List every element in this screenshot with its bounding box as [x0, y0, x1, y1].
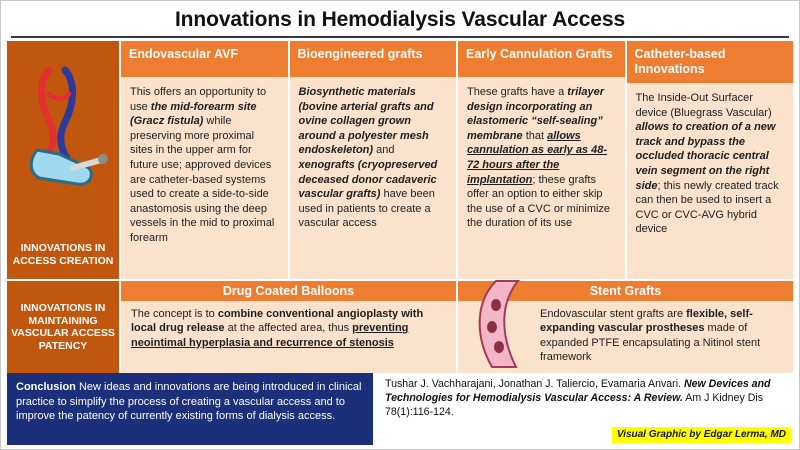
row-label-patency-text: INNOVATIONS IN MAINTAINING VASCULAR ACCESS PATENCY: [11, 302, 115, 352]
band-stent-grafts: [458, 281, 793, 373]
column-body: This offers an opportunity to use the mid-forearm site (Gracz fistula) while preserving more proximal sites in the upper arm for future use; approved devices are catheter-based systems used to create a side-to-side anastomosis using the deep vessels in the mid to proximal forearm: [121, 77, 288, 279]
column-heading: Catheter-based Innovations: [627, 41, 794, 83]
conclusion-text: New ideas and innovations are being introduced in clinical practice to simplify the process of creating a vascular access and to improve the patency of currently existing forms of dialysis access.: [16, 381, 362, 423]
credit-badge: Visual Graphic by Edgar Lerma, MD: [612, 427, 791, 443]
row-label-access-creation: [7, 41, 119, 279]
conclusion-label: Conclusion: [16, 381, 76, 393]
column-body: Biosynthetic materials (bovine arterial grafts and ovine collagen grown around a polyester mesh endoskeleton) and xenografts (cryopreserved deceased donor cadaveric vascular grafts) have been used in patients to create a vascular access: [290, 77, 457, 279]
band-heading: Drug Coated Balloons: [121, 281, 456, 301]
column-heading: Endovascular AVF: [121, 41, 288, 77]
stent-graft-icon: [466, 279, 536, 369]
page-title: Innovations in Hemodialysis Vascular Access: [174, 8, 626, 31]
band-body: [458, 301, 793, 373]
row-label-access-creation-text: INNOVATIONS IN ACCESS CREATION: [12, 242, 114, 267]
band-body-text: Endovascular stent grafts are flexible, self-expanding vascular prostheses made of expanded PTFE encapsulating a Nitinol stent framework: [540, 308, 761, 363]
band-drug-coated-balloons: [121, 281, 456, 373]
band-body: The concept is to combine conventional angioplasty with local drug release at the affected area, thus preventing neointimal hyperplasia and recurrence of stenosis: [121, 301, 456, 373]
column-bioengineered-grafts: [290, 41, 457, 279]
footer: [7, 373, 793, 445]
citation-work: New Devices and Technologies for Hemodialysis Vascular Access: A Review.: [385, 378, 771, 404]
conclusion-panel: [7, 373, 373, 445]
content-grid: [7, 41, 793, 373]
column-early-cannulation-grafts: [458, 41, 625, 279]
column-endovascular-avf: [121, 41, 288, 279]
row-label-patency: [7, 281, 119, 373]
column-heading: Bioengineered grafts: [290, 41, 457, 77]
column-body: These grafts have a trilayer design incorporating an elastomeric “self-sealing” membrane that allows cannulation as early as 48-72 hours after the implantation; these grafts offer an option to either skip the use of a CVC or minimize the duration of its use: [458, 77, 625, 279]
citation-authors: Tushar J. Vachharajani, Jonathan J. Taliercio, Evamaria Anvari.: [385, 378, 681, 390]
patency-columns: [121, 281, 793, 373]
creation-columns: [121, 41, 793, 279]
patency-row: [7, 281, 793, 373]
citation-panel: [379, 373, 793, 445]
citation-source: Am J Kidney Dis 78(1):116-124.: [385, 392, 763, 418]
title-divider: [11, 36, 789, 38]
column-body: The Inside-Out Surfacer device (Bluegrass Vascular) allows to creation of a new track and bypass the occluded thoracic central vein segment on the right side; this newly created track can then be used to insert a CVC or CVC-AVG hybrid device: [627, 83, 794, 279]
access-creation-row: [7, 41, 793, 279]
column-catheter-based-innovations: [627, 41, 794, 279]
column-heading: Early Cannulation Grafts: [458, 41, 625, 77]
vascular-access-icon: [7, 59, 119, 209]
band-heading: Stent Grafts: [458, 281, 793, 301]
